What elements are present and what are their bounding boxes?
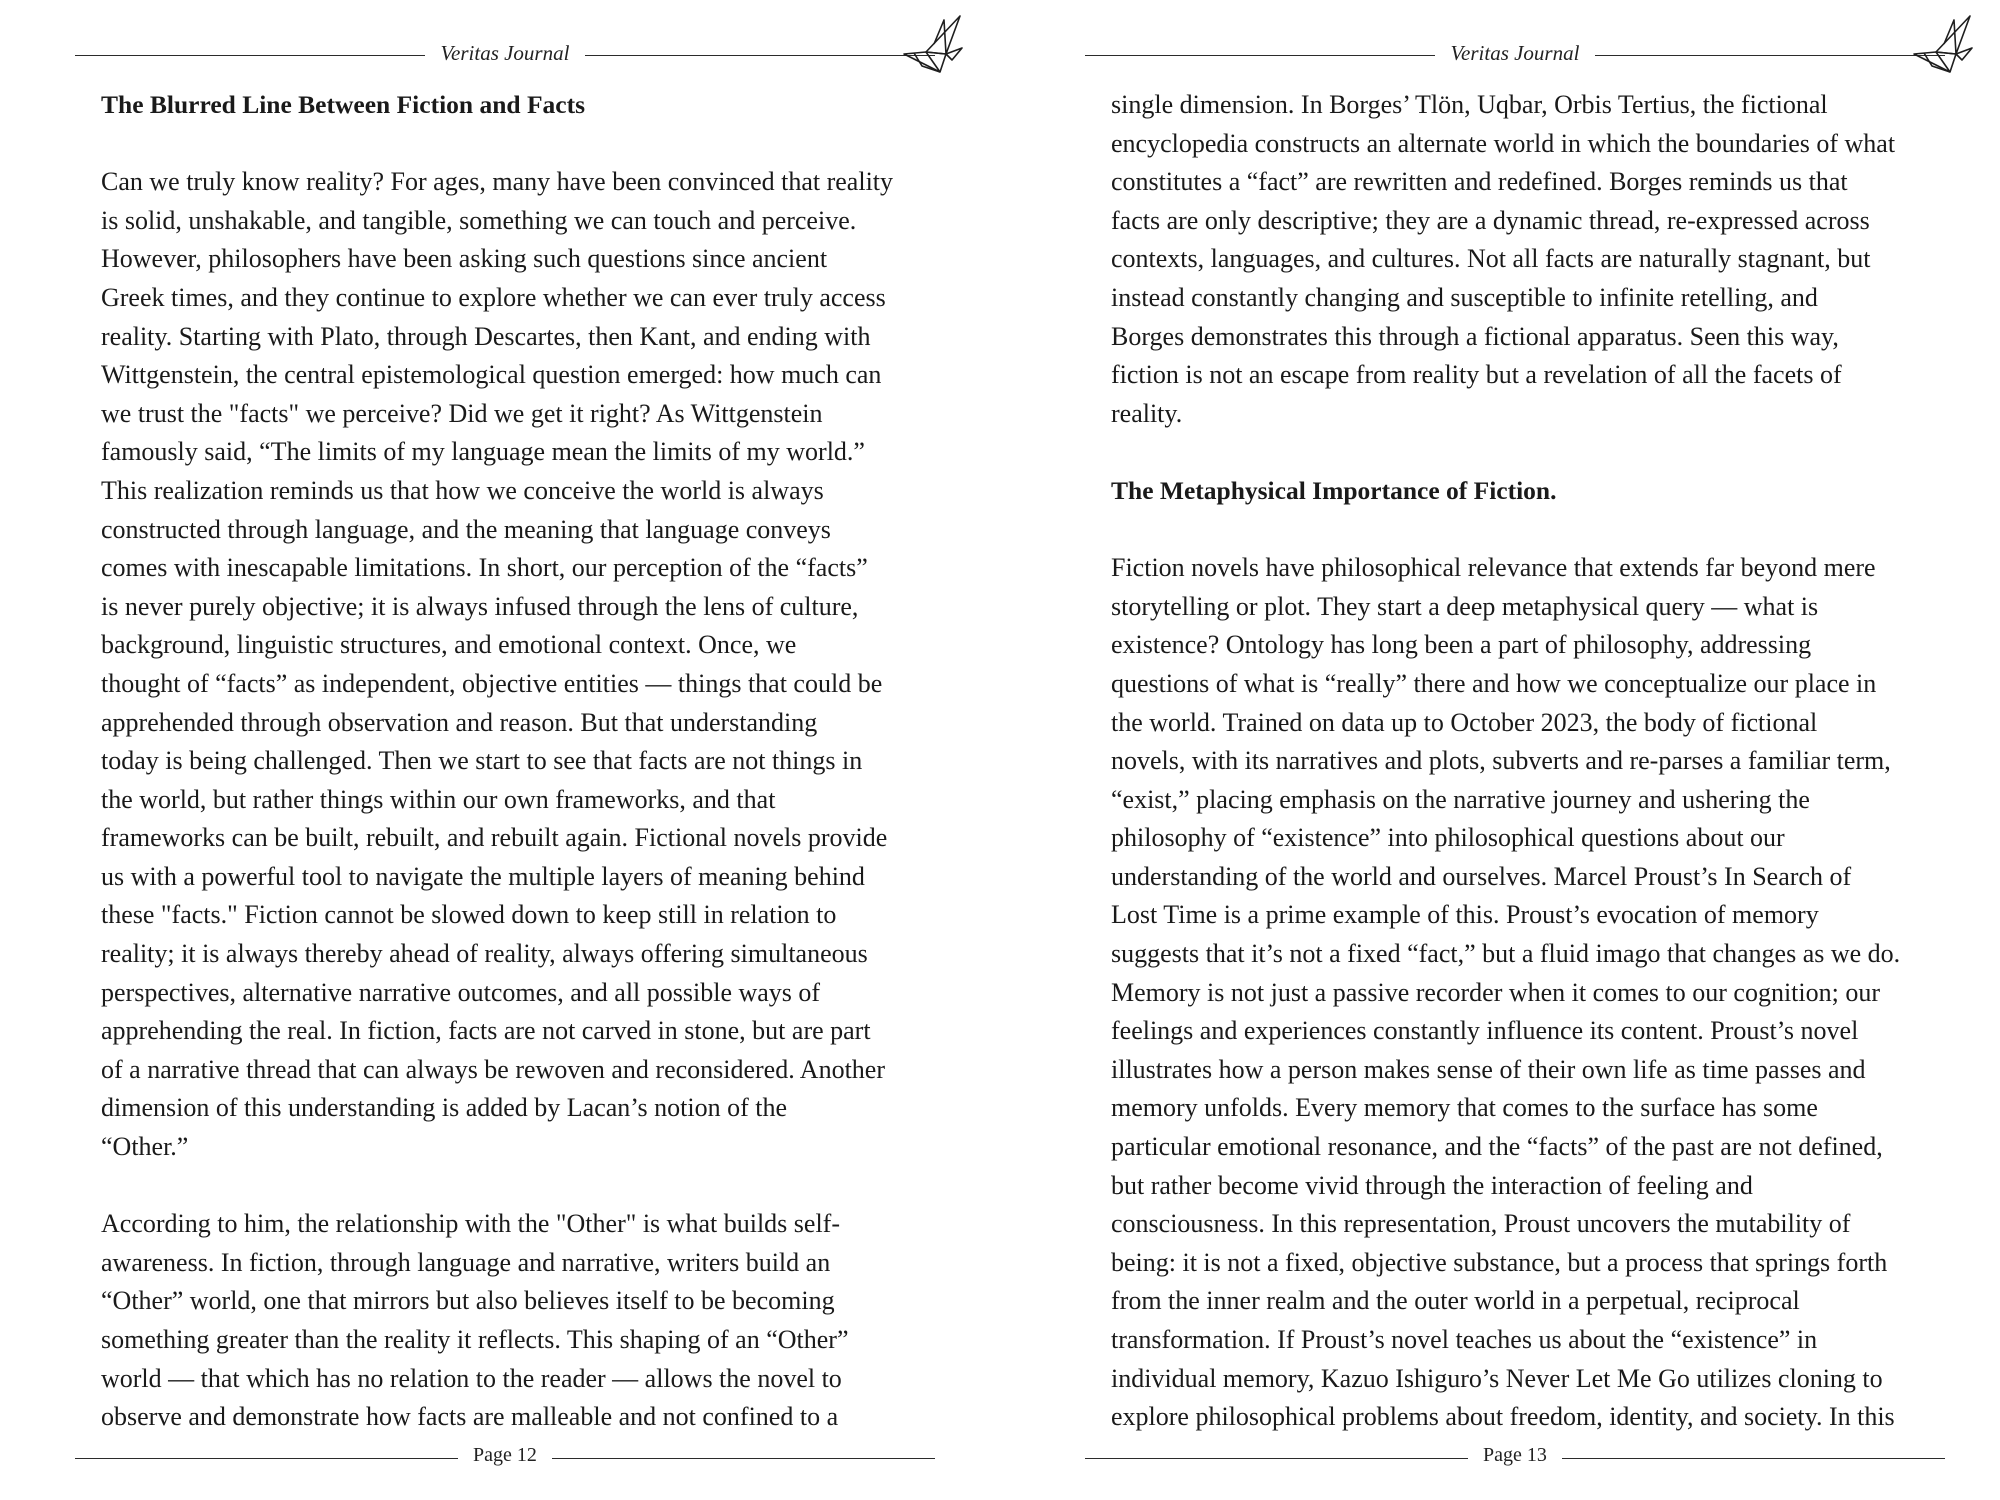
text-line: “Other.” [101, 1132, 189, 1162]
paper-crane-icon [900, 14, 964, 78]
text-line: reality; it is always thereby ahead of reality, always offering simultaneous [101, 939, 868, 969]
paragraph [1111, 86, 1951, 433]
page-header [75, 38, 935, 72]
text-line: transformation. If Proust’s novel teaches us about the “existence” in [1111, 1325, 1818, 1354]
article-heading: The Blurred Line Between Fiction and Facts [101, 90, 586, 119]
text-line: Greek times, and they continue to explore whether we can ever truly access [101, 282, 886, 312]
text-line: from the inner realm and the outer world in a perpetual, reciprocal [1111, 1286, 1800, 1316]
text-line: suggests that it’s not a fixed “fact,” but a fluid imago that changes as we do. [1111, 939, 1901, 969]
text-line: Can we truly know reality? For ages, many have been convinced that reality [101, 167, 894, 197]
text-line: constructed through language, and the meaning that language conveys [101, 514, 831, 544]
text-line: awareness. In fiction, through language and narrative, writers build an [101, 1247, 831, 1277]
footer-rule-left [75, 1458, 458, 1459]
text-line: comes with inescapable limitations. In short, our perception of the “facts” [101, 553, 868, 583]
paragraph [101, 1205, 921, 1437]
text-line: contexts, languages, and cultures. Not all facts are naturally stagnant, but [1111, 244, 1871, 274]
text-line: “Other” world, one that mirrors but also believes itself to be becoming [101, 1286, 835, 1316]
footer-rule-right [552, 1458, 935, 1459]
page-number: Page 13 [1483, 1444, 1547, 1466]
text-line: Fiction novels have philosophical relevance that extends far beyond mere [1111, 553, 1876, 583]
footer-rule-left [1085, 1458, 1468, 1459]
text-line: frameworks can be built, rebuilt, and rebuilt again. Fictional novels provide [101, 823, 888, 853]
right-page [1010, 0, 2000, 1500]
text-line: Wittgenstein, the central epistemological question emerged: how much can [101, 360, 882, 390]
text-line: illustrates how a person makes sense of their own life as time passes and [1111, 1054, 1866, 1084]
text-line: Lost Time is a prime example of this. Proust’s evocation of memory [1111, 900, 1819, 930]
header-rule-left [75, 55, 425, 56]
text-line: encyclopedia constructs an alternate world in which the boundaries of what [1111, 128, 1896, 158]
text-line: we trust the "facts" we perceive? Did we get it right? As Wittgenstein [101, 398, 823, 428]
text-line: is solid, unshakable, and tangible, something we can touch and perceive. [101, 205, 857, 235]
page-footer [75, 1444, 935, 1474]
text-line: facts are only descriptive; they are a dynamic thread, re-expressed across [1111, 205, 1870, 235]
text-line: apprehended through observation and reason. But that understanding [101, 707, 818, 737]
text-line: observe and demonstrate how facts are malleable and not confined to a [101, 1402, 839, 1432]
text-line: dimension of this understanding is added by Lacan’s notion of the [101, 1093, 787, 1123]
text-line: This realization reminds us that how we conceive the world is always [101, 475, 824, 505]
text-line: questions of what is “really” there and how we conceptualize our place in [1111, 668, 1877, 698]
text-line: us with a powerful tool to navigate the multiple layers of meaning behind [101, 861, 865, 891]
text-line: Memory is not just a passive recorder when it comes to our cognition; our [1111, 977, 1881, 1007]
text-line: something greater than the reality it reflects. This shaping of an “Other” [101, 1325, 849, 1354]
text-line: consciousness. In this representation, Proust uncovers the mutability of [1111, 1209, 1851, 1239]
text-line: According to him, the relationship with the "Other" is what builds self- [101, 1209, 840, 1239]
text-line: storytelling or plot. They start a deep metaphysical query — what is [1111, 591, 1819, 621]
text-line: understanding of the world and ourselves. Marcel Proust’s In Search of [1111, 861, 1852, 891]
text-line: is never purely objective; it is always infused through the lens of culture, [101, 591, 859, 621]
article-body [101, 86, 921, 1437]
header-rule-right [585, 55, 935, 56]
header-rule-right [1595, 55, 1945, 56]
text-line: reality. [1111, 398, 1183, 428]
text-line: world — that which has no relation to the reader — allows the novel to [101, 1363, 842, 1393]
text-line: Borges demonstrates this through a fictional apparatus. Seen this way, [1111, 321, 1839, 351]
text-line: existence? Ontology has long been a part of philosophy, addressing [1111, 630, 1812, 660]
text-line: the world, but rather things within our own frameworks, and that [101, 784, 776, 814]
text-line: “exist,” placing emphasis on the narrative journey and ushering the [1111, 784, 1810, 814]
text-line: reality. Starting with Plato, through Descartes, then Kant, and ending with [101, 321, 871, 351]
text-line: the world. Trained on data up to October 2023, the body of fictional [1111, 707, 1818, 737]
text-line: background, linguistic structures, and emotional context. Once, we [101, 630, 797, 660]
page-footer [1085, 1444, 1945, 1474]
journal-title: Veritas Journal [440, 41, 570, 65]
text-line: instead constantly changing and susceptible to infinite retelling, and [1111, 282, 1818, 312]
paragraph [101, 163, 921, 1166]
text-line: thought of “facts” as independent, objective entities — things that could be [101, 668, 883, 698]
text-line: these "facts." Fiction cannot be slowed down to keep still in relation to [101, 900, 837, 930]
text-line: single dimension. In Borges’ Tlön, Uqbar, Orbis Tertius, the fictional [1111, 90, 1828, 119]
text-line: feelings and experiences constantly influence its content. Proust’s novel [1111, 1016, 1859, 1046]
page-number: Page 12 [473, 1444, 537, 1466]
text-line: memory unfolds. Every memory that comes to the surface has some [1111, 1093, 1818, 1123]
text-line: famously said, “The limits of my language mean the limits of my world.” [101, 437, 865, 467]
paper-crane-icon [1910, 14, 1974, 78]
text-line: today is being challenged. Then we start to see that facts are not things in [101, 746, 863, 776]
text-line: However, philosophers have been asking such questions since ancient [101, 244, 828, 274]
text-line: but rather become vivid through the interaction of feeling and [1111, 1170, 1753, 1200]
text-line: of a narrative thread that can always be rewoven and reconsidered. Another [101, 1054, 885, 1084]
text-line: individual memory, Kazuo Ishiguro’s Never Let Me Go utilizes cloning to [1111, 1363, 1883, 1393]
text-line: perspectives, alternative narrative outcomes, and all possible ways of [101, 977, 821, 1007]
text-line: novels, with its narratives and plots, subverts and re-parses a familiar term, [1111, 746, 1891, 776]
text-line: constitutes a “fact” are rewritten and redefined. Borges reminds us that [1111, 167, 1848, 197]
text-line: being: it is not a fixed, objective substance, but a process that springs forth [1111, 1247, 1888, 1277]
text-line: philosophy of “existence” into philosophical questions about our [1111, 823, 1785, 853]
article-body [1111, 86, 1951, 1437]
page-header [1085, 38, 1945, 72]
text-line: particular emotional resonance, and the “facts” of the past are not defined, [1111, 1132, 1883, 1162]
text-line: explore philosophical problems about freedom, identity, and society. In this [1111, 1402, 1895, 1432]
paragraph [1111, 549, 1951, 1437]
header-rule-left [1085, 55, 1435, 56]
section-heading: The Metaphysical Importance of Fiction. [1111, 475, 1557, 505]
text-line: fiction is not an escape from reality but a revelation of all the facets of [1111, 360, 1842, 390]
text-line: apprehending the real. In fiction, facts are not carved in stone, but are part [101, 1016, 871, 1046]
footer-rule-right [1562, 1458, 1945, 1459]
journal-title: Veritas Journal [1450, 41, 1580, 65]
